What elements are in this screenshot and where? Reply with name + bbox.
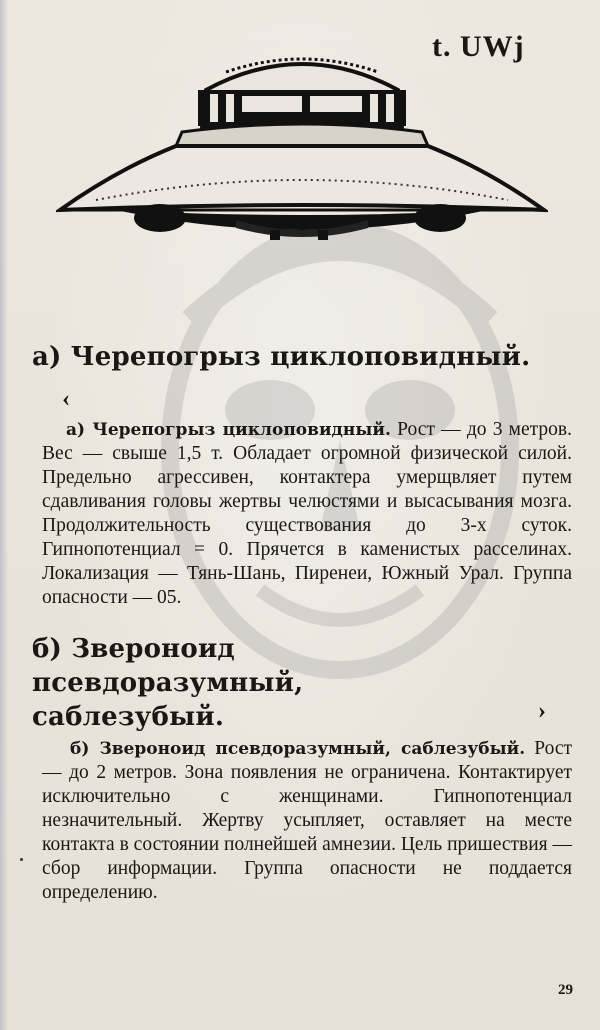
section-a-heading: а) Черепогрыз циклоповидный. bbox=[32, 342, 531, 372]
section-b-heading: б) Звероноид псевдоразумный, саблезубый. bbox=[32, 634, 304, 732]
section-b-paragraph bbox=[42, 737, 572, 905]
section-b-body: Рост — до 2 метров. Зона появления не ограничена. Контактирует исключительно с женщинами. Гипнопотенциал незначительный. Жертву усыпляет, оставляет на месте контакта в состоянии полнейшей амнезии. Цель пришествия — сбор информации. Группа опасности не поддается определению. bbox=[42, 738, 573, 903]
section-a-marker: ‹ bbox=[62, 386, 70, 412]
section-a-body: Рост — до 3 метров. Вес — свыше 1,5 т. Обладает огромной физической силой. Предельно агрессивен, контактера умерщвляет путем сдавливания головы жертвы челюстями и высасывания мозга. Продолжительность существования до 3-х суток. Гипнопотенциал = 0. Прячется в каменистых расселинах. Локализация — Тянь-Шань, Пиренеи, Южный Урал. Группа опасности — 05. bbox=[42, 419, 572, 608]
section-b-lead: б) Звероноид псевдоразумный, саблезубый. bbox=[70, 739, 526, 759]
section-a-paragraph bbox=[42, 418, 572, 610]
scan-edge bbox=[0, 0, 8, 1030]
page-number: 29 bbox=[558, 982, 573, 998]
section-a-lead: а) Черепогрыз циклоповидный. bbox=[66, 420, 391, 440]
flying-saucer-icon bbox=[56, 50, 548, 245]
corner-code: t. UWj bbox=[432, 30, 525, 63]
section-b-marker: › bbox=[538, 698, 546, 724]
ink-speck bbox=[20, 858, 23, 861]
